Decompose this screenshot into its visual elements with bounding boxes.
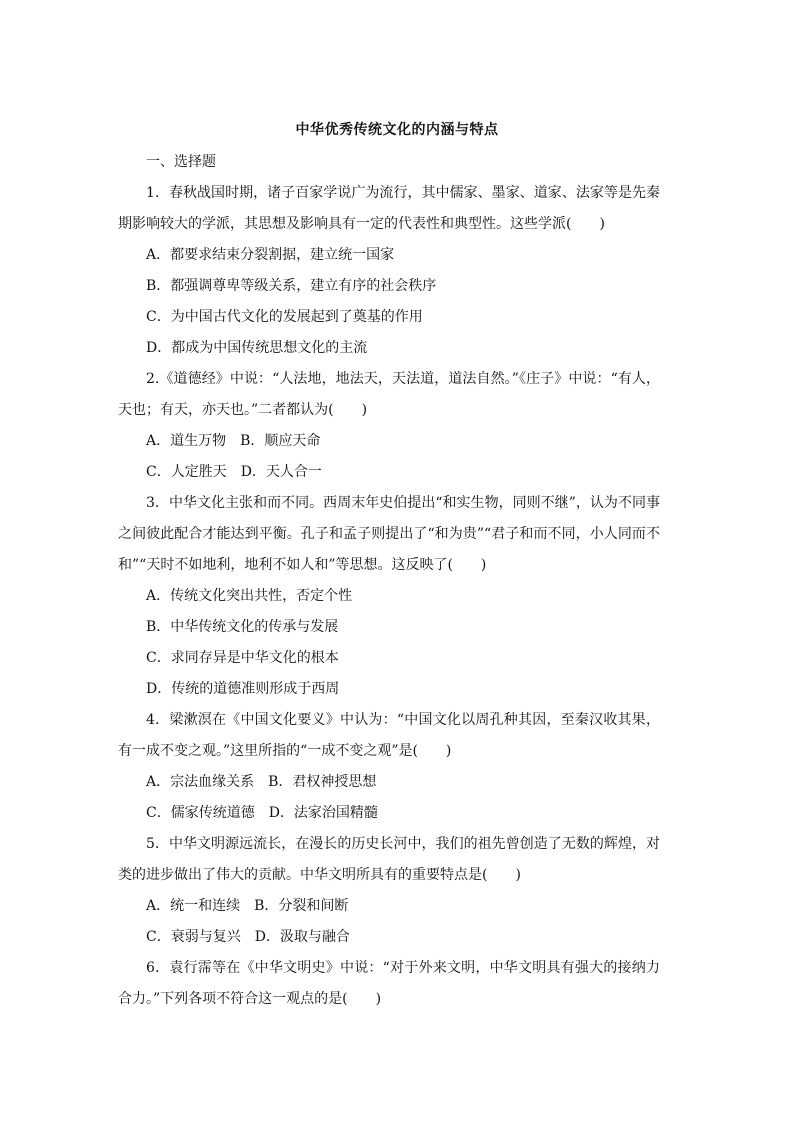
answer-option: A．统一和连续 B．分裂和间断 — [146, 898, 349, 914]
answer-option: A．传统文化突出共性，否定个性 — [146, 588, 353, 604]
answer-option: A．都要求结束分裂割据，建立统一国家 — [146, 247, 395, 263]
question-stem-line: 1．春秋战国时期，诸子百家学说广为流行，其中儒家、墨家、道家、法家等是先秦 — [146, 185, 660, 201]
answer-option: B．都强调尊卑等级关系，建立有序的社会秩序 — [146, 278, 437, 294]
question-stem-line: 有一成不变之观。”这里所指的“一成不变之观”是( ) — [118, 743, 452, 759]
answer-option: D．传统的道德准则形成于西周 — [146, 681, 340, 697]
answer-option: A．道生万物 B．顺应天命 — [146, 433, 321, 449]
question-stem-line: 5．中华文明源远流长，在漫长的历史长河中，我们的祖先曾创造了无数的辉煌，对 — [146, 836, 660, 852]
question-3 — [118, 488, 660, 705]
answer-option: B．中华传统文化的传承与发展 — [146, 619, 339, 635]
question-stem-line: 3．中华文化主张和而不同。西周末年史伯提出“和实生物，同则不继”，认为不同事 — [146, 495, 660, 511]
answer-option: C．为中国古代文化的发展起到了奠基的作用 — [146, 309, 423, 325]
answer-option: D．都成为中国传统思想文化的主流 — [146, 340, 368, 356]
question-stem-line: 2.《道德经》中说：“人法地，地法天，天法道，道法自然。”《庄子》中说：“有人， — [146, 371, 660, 387]
question-stem-line: 之间彼此配合才能达到平衡。孔子和孟子则提出了“和为贵”“君子和而不同，小人同而不 — [118, 526, 660, 542]
question-stem-line: 类的进步做出了伟大的贡献。中华文明所具有的重要特点是( ) — [118, 867, 521, 883]
question-6 — [118, 953, 660, 1015]
question-2 — [118, 364, 660, 488]
question-stem-line: 6．袁行霈等在《中华文明史》中说：“对于外来文明，中华文明具有强大的接纳力 — [146, 960, 660, 976]
question-stem-line: 期影响较大的学派，其思想及影响具有一定的代表性和典型性。这些学派( ) — [118, 216, 605, 232]
question-5 — [118, 829, 660, 953]
answer-option: C．人定胜天 D．天人合一 — [146, 464, 322, 480]
document-title: 中华优秀传统文化的内涵与特点 — [295, 122, 499, 138]
question-stem-line: 天也；有天，亦天也。”二者都认为( ) — [118, 402, 368, 418]
answer-option: A．宗法血缘关系 B．君权神授思想 — [146, 774, 377, 790]
section-heading: 一、选择题 — [146, 154, 216, 170]
question-4 — [118, 705, 660, 829]
question-1 — [118, 178, 660, 364]
question-stem-line: 4．梁漱溟在《中国文化要义》中认为：“中国文化以周孔种其因，至秦汉收其果， — [146, 712, 660, 728]
question-stem-line: 和”“天时不如地利，地利不如人和”等思想。这反映了( ) — [118, 557, 487, 573]
answer-option: C．衰弱与复兴 D．汲取与融合 — [146, 929, 350, 945]
question-stem-line: 合力。”下列各项不符合这一观点的是( ) — [118, 991, 382, 1007]
answer-option: C．求同存异是中华文化的根本 — [146, 650, 339, 666]
document-body — [118, 147, 660, 1015]
answer-option: C．儒家传统道德 D．法家治国精髓 — [146, 805, 378, 821]
